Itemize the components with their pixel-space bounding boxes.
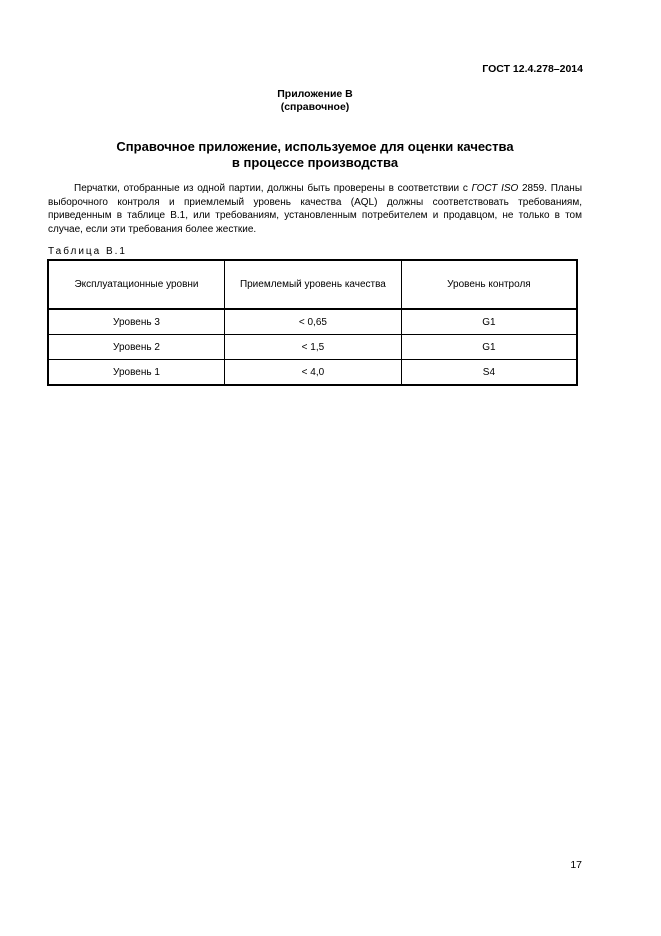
cell-level: Уровень 3 <box>48 309 224 335</box>
cell-aql: < 0,65 <box>224 309 401 335</box>
table-caption: Таблица В.1 <box>48 246 127 257</box>
header-inspection-level: Уровень контроля <box>401 260 577 309</box>
appendix-subtitle: (справочное) <box>280 101 350 113</box>
standard-reference: ГОСТ ISO <box>471 183 519 194</box>
cell-level: Уровень 2 <box>48 335 224 360</box>
cell-aql: < 4,0 <box>224 360 401 386</box>
cell-aql: < 1,5 <box>224 335 401 360</box>
header-acceptable-quality-level: Приемлемый уровень качества <box>224 260 401 309</box>
body-paragraph <box>48 182 582 236</box>
section-title-line1: Справочное приложение, используемое для оценки качества <box>116 139 514 154</box>
document-code: ГОСТ 12.4.278–2014 <box>482 63 583 75</box>
page-number: 17 <box>570 859 582 871</box>
cell-inspection: G1 <box>401 309 577 335</box>
cell-inspection: S4 <box>401 360 577 386</box>
header-operational-levels: Эксплуатационные уровни <box>48 260 224 309</box>
quality-table <box>47 259 578 386</box>
table-header-row <box>48 260 577 309</box>
appendix-heading <box>0 88 630 114</box>
appendix-title: Приложение В <box>277 88 353 100</box>
body-text-part1: Перчатки, отобранные из одной партии, должны быть проверены в соответствии с <box>74 183 472 194</box>
cell-level: Уровень 1 <box>48 360 224 386</box>
section-title <box>48 139 582 171</box>
table-row <box>48 309 577 335</box>
cell-inspection: G1 <box>401 335 577 360</box>
body-text-part2: 2859. Планы выборочного контроля и приемлемый уровень качества (AQL) должны соответствовать требованиям, приведенным в таблице В.1, или требованиям, установленным потребителем и продавцом, не только в том случае, если эти требования более жесткие. <box>48 183 583 235</box>
table-row <box>48 360 577 386</box>
table-row <box>48 335 577 360</box>
section-title-line2: в процессе производства <box>231 155 399 170</box>
